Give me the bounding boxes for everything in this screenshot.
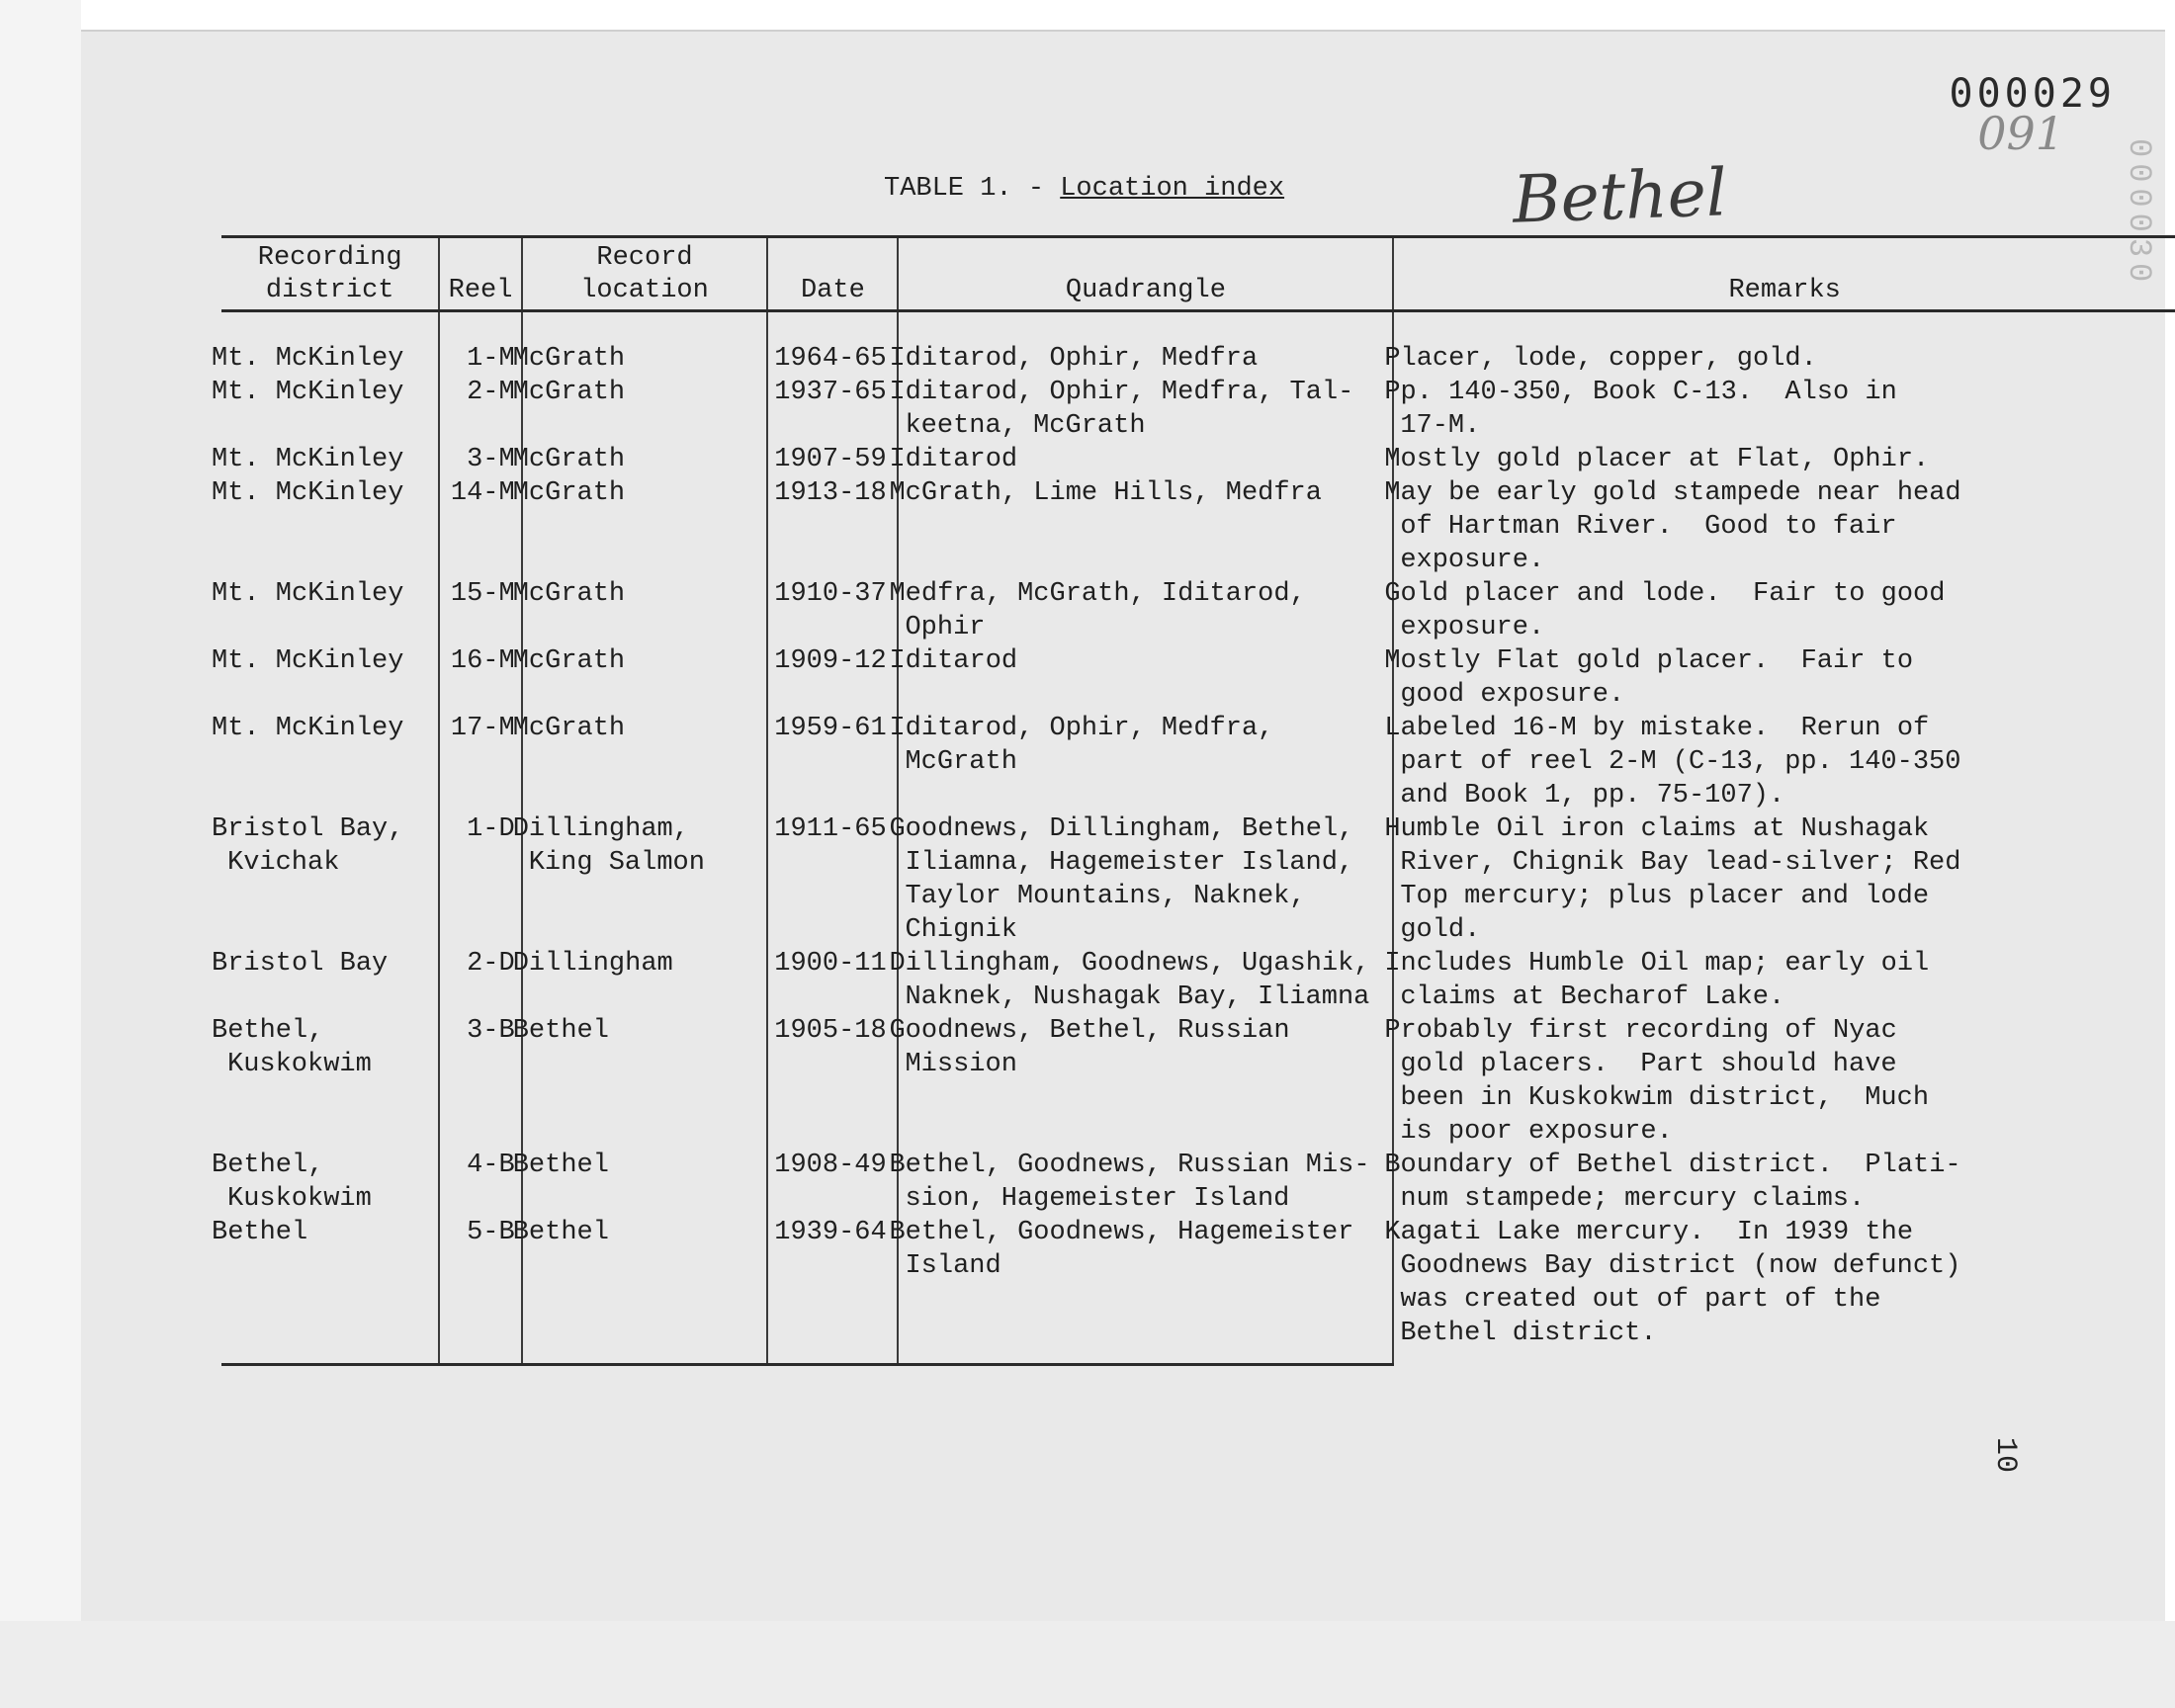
scan-bottom-margin	[0, 1621, 2175, 1708]
cell-location: McGrath	[522, 311, 768, 377]
page-number: 10	[1988, 1436, 2023, 1474]
table-row	[221, 1149, 2175, 1216]
table-row	[221, 577, 2175, 644]
cell-reel: 2-M	[439, 376, 521, 443]
cell-reel: 15-M	[439, 577, 521, 644]
cell-date: 1910-37	[767, 577, 898, 644]
cell-district: Mt. McKinley	[212, 445, 404, 474]
handwritten-note: 091	[1977, 107, 2064, 160]
cell-reel: 2-D	[439, 947, 521, 1014]
cell-quadrangle: Iditarod, Ophir, Medfra, McGrath	[898, 712, 1393, 812]
cell-reel: 4-B	[439, 1149, 521, 1216]
cell-date: 1909-12	[767, 644, 898, 712]
cell-district: Bristol Bay	[212, 949, 389, 979]
header-recording-district: Recording district	[221, 237, 439, 311]
cell-remarks: Mostly gold placer at Flat, Ophir.	[1393, 443, 2175, 476]
table-row	[221, 376, 2175, 443]
header-reel: Reel	[439, 237, 521, 311]
scan-left-margin	[0, 0, 81, 1708]
cell-location: Dillingham	[522, 947, 768, 1014]
cell-remarks: Labeled 16-M by mistake. Rerun of part of reel 2-M (C-13, pp. 140-350 and Book 1, pp. 75-107).	[1393, 712, 2175, 812]
cell-district: Mt. McKinley	[212, 478, 404, 508]
cell-remarks: Boundary of Bethel district. Plati- num stampede; mercury claims.	[1393, 1149, 2175, 1216]
location-index-table	[212, 235, 2175, 1366]
table-row	[221, 947, 2175, 1014]
cell-location: McGrath	[522, 712, 768, 812]
cell-reel: 14-M	[439, 476, 521, 577]
cell-remarks: Gold placer and lode. Fair to good exposure.	[1393, 577, 2175, 644]
cell-remarks: Humble Oil iron claims at Nushagak River, Chignik Bay lead-silver; Red Top mercury; plus placer and lode gold.	[1393, 812, 2175, 947]
table-title-underlined: Location index	[1060, 174, 1285, 204]
cell-quadrangle: Medfra, McGrath, Iditarod, Ophir	[898, 577, 1393, 644]
table-row	[221, 812, 2175, 947]
table-row	[221, 1216, 2175, 1364]
cell-location: Dillingham, King Salmon	[522, 812, 768, 947]
cell-reel: 17-M	[439, 712, 521, 812]
cell-quadrangle: Iditarod, Ophir, Medfra, Tal- keetna, McGrath	[898, 376, 1393, 443]
table-row	[221, 712, 2175, 812]
cell-quadrangle: Iditarod	[898, 644, 1393, 712]
cell-reel: 3-M	[439, 443, 521, 476]
cell-date: 1964-65	[767, 311, 898, 377]
cell-district: Mt. McKinley	[212, 714, 404, 743]
cell-location: Bethel	[522, 1014, 768, 1149]
document-number: 000029	[1949, 71, 2116, 117]
table-title-prefix: TABLE 1. -	[884, 174, 1061, 204]
table-row	[221, 476, 2175, 577]
cell-date: 1911-65	[767, 812, 898, 947]
cell-remarks: Includes Humble Oil map; early oil claims at Becharof Lake.	[1393, 947, 2175, 1014]
cell-remarks: May be early gold stampede near head of Hartman River. Good to fair exposure.	[1393, 476, 2175, 577]
header-date: Date	[767, 237, 898, 311]
handwritten-district-label: Bethel	[1511, 154, 1729, 238]
cell-quadrangle: Iditarod	[898, 443, 1393, 476]
cell-remarks: Placer, lode, copper, gold.	[1393, 311, 2175, 377]
cell-location: Bethel	[522, 1216, 768, 1364]
cell-reel: 1-M	[439, 311, 521, 377]
cell-remarks: Mostly Flat gold placer. Fair to good exposure.	[1393, 644, 2175, 712]
header-quadrangle: Quadrangle	[898, 237, 1393, 311]
cell-date: 1913-18	[767, 476, 898, 577]
header-remarks: Remarks	[1393, 237, 2175, 311]
cell-remarks: Kagati Lake mercury. In 1939 the Goodnews Bay district (now defunct) was created out of part of the Bethel district.	[1393, 1216, 2175, 1364]
cell-quadrangle: Iditarod, Ophir, Medfra	[898, 311, 1393, 377]
table-row	[221, 644, 2175, 712]
cell-district: Mt. McKinley	[212, 344, 404, 374]
cell-reel: 1-D	[439, 812, 521, 947]
cell-district: Bethel, Kuskokwim	[212, 1016, 372, 1079]
cell-location: McGrath	[522, 376, 768, 443]
table-row	[221, 311, 2175, 377]
cell-district: Mt. McKinley	[212, 579, 404, 609]
cell-quadrangle: Bethel, Goodnews, Hagemeister Island	[898, 1216, 1393, 1364]
table-header-row	[221, 237, 2175, 311]
cell-district: Mt. McKinley	[212, 378, 404, 407]
cell-reel: 3-B	[439, 1014, 521, 1149]
cell-quadrangle: Goodnews, Bethel, Russian Mission	[898, 1014, 1393, 1149]
cell-quadrangle: Dillingham, Goodnews, Ugashik, Naknek, Nushagak Bay, Iliamna	[898, 947, 1393, 1014]
cell-quadrangle: Goodnews, Dillingham, Bethel, Iliamna, Hagemeister Island, Taylor Mountains, Naknek, Chignik	[898, 812, 1393, 947]
cell-date: 1937-65	[767, 376, 898, 443]
cell-reel: 16-M	[439, 644, 521, 712]
cell-date: 1908-49	[767, 1149, 898, 1216]
cell-district: Bethel	[221, 1216, 439, 1364]
side-stamp-number: 000030	[2121, 138, 2157, 289]
cell-location: McGrath	[522, 476, 768, 577]
table-title	[884, 174, 1284, 204]
table-row	[221, 443, 2175, 476]
cell-date: 1900-11	[767, 947, 898, 1014]
cell-reel: 5-B	[439, 1216, 521, 1364]
cell-remarks: Probably first recording of Nyac gold placers. Part should have been in Kuskokwim district, Much is poor exposure.	[1393, 1014, 2175, 1149]
cell-date: 1907-59	[767, 443, 898, 476]
cell-quadrangle: McGrath, Lime Hills, Medfra	[898, 476, 1393, 577]
cell-location: McGrath	[522, 644, 768, 712]
cell-date: 1939-64	[767, 1216, 898, 1364]
cell-remarks: Pp. 140-350, Book C-13. Also in 17-M.	[1393, 376, 2175, 443]
table-row	[221, 1014, 2175, 1149]
cell-district: Mt. McKinley	[212, 646, 404, 676]
cell-district: Bristol Bay, Kvichak	[212, 814, 404, 878]
cell-location: McGrath	[522, 443, 768, 476]
cell-district: Bethel, Kuskokwim	[212, 1151, 372, 1214]
cell-date: 1959-61	[767, 712, 898, 812]
cell-location: McGrath	[522, 577, 768, 644]
cell-location: Bethel	[522, 1149, 768, 1216]
cell-date: 1905-18	[767, 1014, 898, 1149]
header-record-location: Record location	[522, 237, 768, 311]
cell-quadrangle: Bethel, Goodnews, Russian Mis- sion, Hagemeister Island	[898, 1149, 1393, 1216]
